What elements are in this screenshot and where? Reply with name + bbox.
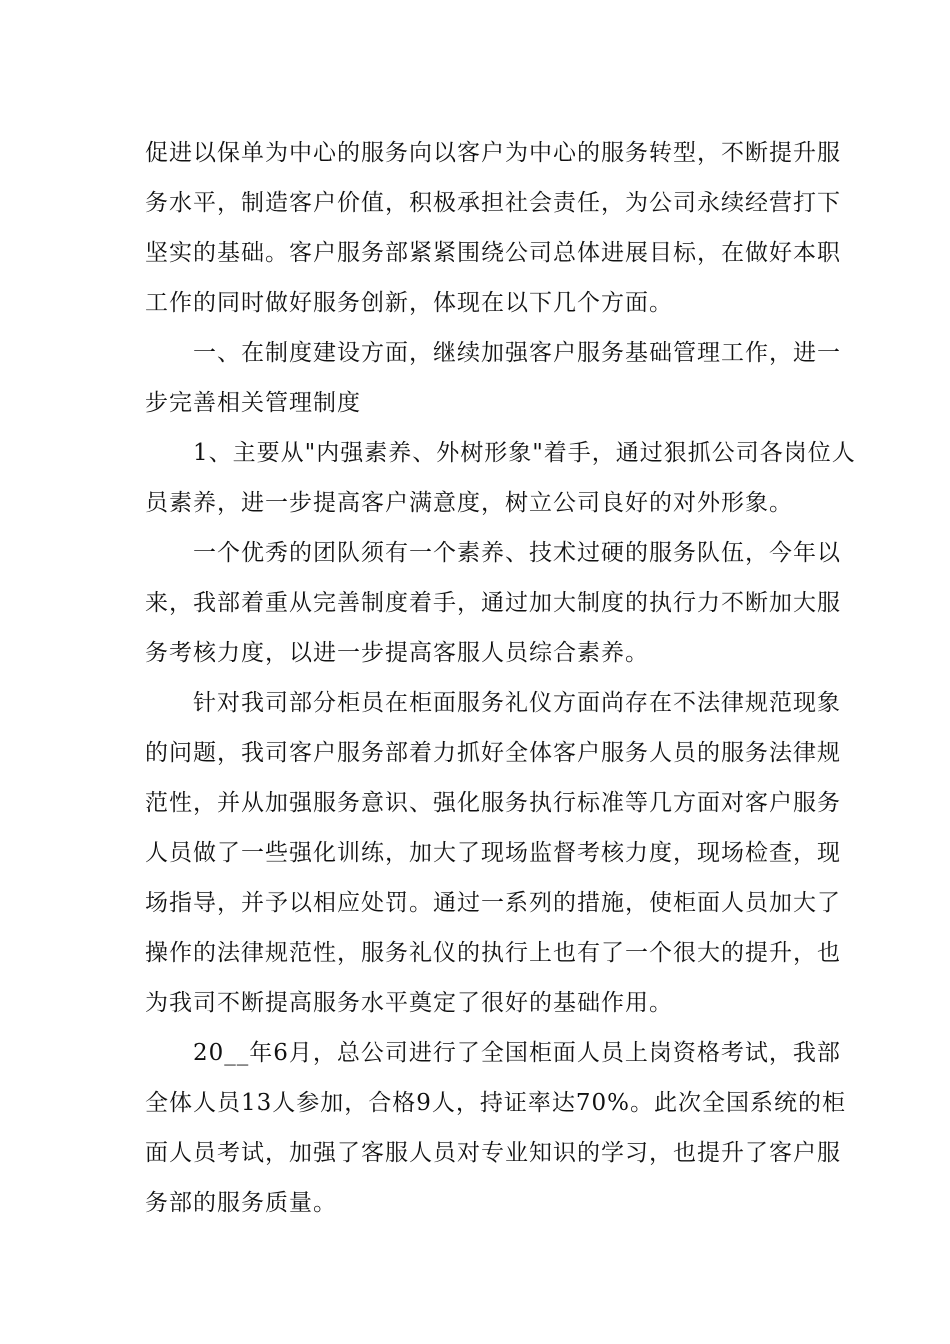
- text-line: 坚实的基础。客户服务部紧紧围绕公司总体进展目标，在做好本职: [145, 240, 841, 266]
- text-line: 务水平，制造客户价值，积极承担社会责任，为公司永续经营打下: [145, 190, 841, 216]
- text-line: 员素养，进一步提高客户满意度，树立公司良好的对外形象。: [145, 490, 793, 516]
- text-line: 步完善相关管理制度: [145, 390, 361, 416]
- document-body: [145, 128, 856, 1228]
- paragraph-6: [145, 1028, 847, 1228]
- section-heading-paragraph: [145, 328, 841, 428]
- text-line: 20__年6月，总公司进行了全国柜面人员上岗资格考试，我部: [193, 1040, 841, 1066]
- paragraph-4: [145, 528, 841, 678]
- text-line: 工作的同时做好服务创新，体现在以下几个方面。: [145, 290, 673, 316]
- text-line: 一、在制度建设方面，继续加强客户服务基础管理工作，进一: [193, 340, 841, 366]
- text-line: 为我司不断提高服务水平奠定了很好的基础作用。: [145, 990, 673, 1016]
- text-line: 来，我部着重从完善制度着手，通过加大制度的执行力不断加大服: [145, 590, 841, 616]
- text-line: 的问题，我司客户服务部着力抓好全体客户服务人员的服务法律规: [145, 740, 841, 766]
- text-line: 操作的法律规范性，服务礼仪的执行上也有了一个很大的提升，也: [145, 940, 841, 966]
- text-line: 全体人员13人参加，合格9人，持证率达70%。此次全国系统的柜: [145, 1090, 847, 1116]
- text-line: 面人员考试，加强了客服人员对专业知识的学习，也提升了客户服: [145, 1140, 841, 1166]
- text-line: 务考核力度，以进一步提高客服人员综合素养。: [145, 640, 649, 666]
- paragraph-1: [145, 128, 841, 328]
- text-line: 范性，并从加强服务意识、强化服务执行标准等几方面对客户服务: [145, 790, 841, 816]
- text-line: 场指导，并予以相应处罚。通过一系列的措施，使柜面人员加大了: [145, 890, 841, 916]
- text-line: 一个优秀的团队须有一个素养、技术过硬的服务队伍，今年以: [193, 540, 841, 566]
- paragraph-5: [145, 678, 841, 1028]
- text-line: 人员做了一些强化训练，加大了现场监督考核力度，现场检查，现: [145, 840, 841, 866]
- text-line: 针对我司部分柜员在柜面服务礼仪方面尚存在不法律规范现象: [193, 690, 841, 716]
- text-line: 1、主要从"内强素养、外树形象"着手，通过狠抓公司各岗位人: [193, 440, 856, 466]
- text-line: 促进以保单为中心的服务向以客户为中心的服务转型，不断提升服: [145, 140, 841, 166]
- paragraph-3: [145, 428, 856, 528]
- text-line: 务部的服务质量。: [145, 1190, 337, 1216]
